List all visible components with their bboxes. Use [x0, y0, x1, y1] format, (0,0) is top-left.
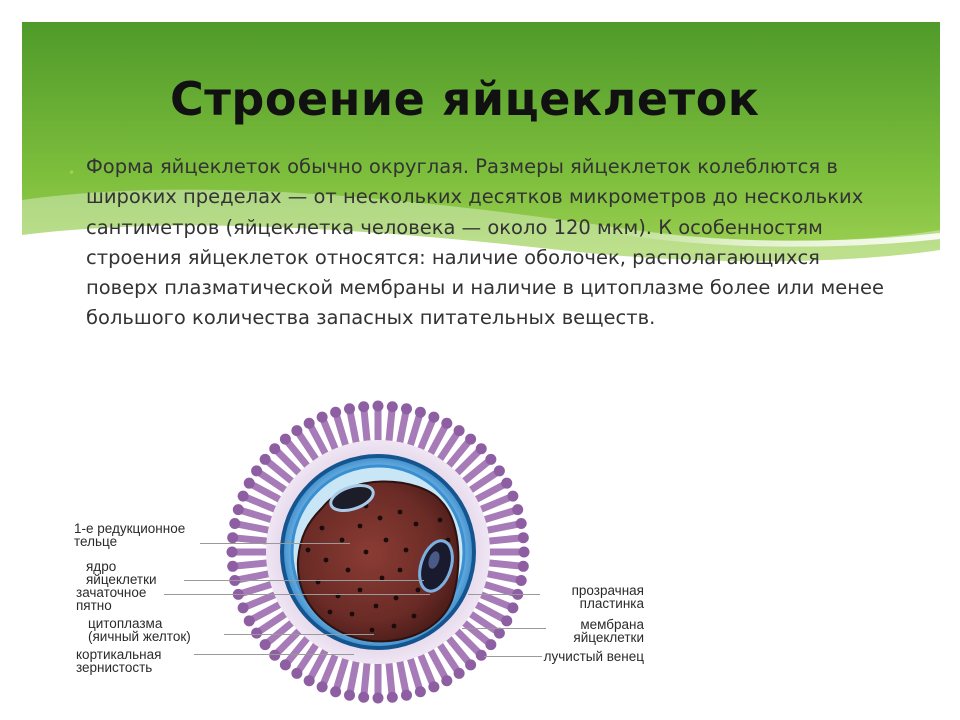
corona-cell-tip	[501, 478, 512, 489]
granule	[404, 548, 409, 553]
granule	[324, 558, 329, 563]
corona-cell-tip	[269, 443, 280, 454]
corona-cell-tip	[291, 425, 302, 436]
corona-cell-tip	[516, 518, 527, 529]
corona-cell-tip	[238, 491, 249, 502]
corona-cell-tip	[317, 412, 328, 423]
corona-cell-tip	[401, 690, 412, 701]
corona-cell-tip	[441, 418, 452, 429]
corona-cell-tip	[428, 412, 439, 423]
leader-line	[224, 634, 374, 635]
label-nucleus: ядро яйцеклетки	[86, 559, 157, 587]
leader-line	[184, 580, 424, 581]
corona-cell-tip	[358, 692, 369, 703]
slide-paragraph: Форма яйцеклеток обычно округлая. Размеры яйцеклеток колеблются в широких пределах — от нескольких десятков микрометров до нескольких сантиметров (яйцеклетка человека — около 120 мкм). К особенностям строения яйцеклеток относятся: наличие оболочек, располагающихся поверх плазматической мембраны и наличие в цитоплазме более или менее большого количества запасных питательных веществ.	[86, 155, 884, 330]
corona-cell-tip	[428, 681, 439, 692]
corona-cell-tip	[291, 668, 302, 679]
corona-cell-tip	[238, 602, 249, 613]
corona-cell-tip	[485, 454, 496, 465]
corona-cell-tip	[373, 401, 384, 412]
label-corona-radiata: лучистый венец	[543, 649, 644, 664]
granule	[370, 628, 375, 633]
granule	[358, 524, 363, 529]
granule	[412, 614, 417, 619]
corona-cell-tip	[244, 615, 255, 626]
corona-cell-tip	[401, 403, 412, 414]
corona-cell-tip	[494, 465, 505, 476]
corona-cell-tip	[227, 547, 238, 558]
granule	[364, 550, 369, 555]
corona-cell-tip	[304, 675, 315, 686]
corona-cell-tip	[415, 686, 426, 697]
corona-cell-tip	[516, 575, 527, 586]
corona-cell-tip	[330, 686, 341, 697]
corona-cell-tip	[441, 675, 452, 686]
corona-cell-tip	[485, 639, 496, 650]
corona-cell-tip	[512, 504, 523, 515]
granule	[378, 516, 383, 521]
corona-cell-tip	[227, 561, 238, 572]
corona-cell-tip	[280, 659, 291, 670]
label-cortical-granules: кортикальная зернистость	[76, 647, 162, 675]
granule	[340, 538, 345, 543]
granule	[398, 568, 403, 573]
corona-cell-tip	[260, 454, 271, 465]
corona-cell-tip	[501, 615, 512, 626]
granule	[438, 518, 443, 523]
label-zona-pellucida: прозрачная пластинка	[571, 583, 644, 611]
corona-cell-tip	[330, 407, 341, 418]
corona-cell-tip	[227, 532, 238, 543]
label-cytoplasm: цитоплазма (яичный желток)	[88, 616, 191, 644]
corona-cell-tip	[244, 478, 255, 489]
granule	[392, 624, 397, 629]
corona-cell-tip	[387, 401, 398, 412]
leader-line	[164, 594, 430, 595]
leader-line	[200, 543, 350, 544]
slide-title: Строение яйцеклеток	[170, 72, 760, 126]
leader-line	[468, 594, 540, 595]
granule	[346, 568, 351, 573]
corona-cell-tip	[465, 434, 476, 445]
corona-cell-tip	[518, 561, 529, 572]
corona-cell-tip	[317, 681, 328, 692]
granule	[350, 612, 355, 617]
corona-cell-tip	[373, 693, 384, 704]
granule	[306, 548, 311, 553]
corona-cell-tip	[344, 403, 355, 414]
corona-cell-tip	[233, 504, 244, 515]
bullet-marker-icon: •	[68, 166, 76, 180]
corona-cell-tip	[269, 650, 280, 661]
corona-cell-tip	[280, 434, 291, 445]
corona-cell-tip	[415, 407, 426, 418]
granule	[358, 588, 363, 593]
leader-line	[194, 654, 354, 655]
corona-cell-tip	[358, 401, 369, 412]
corona-cell-tip	[344, 690, 355, 701]
granule	[394, 596, 399, 601]
corona-cell-tip	[507, 602, 518, 613]
corona-cell-tip	[454, 425, 465, 436]
granule	[384, 538, 389, 543]
corona-cell-tip	[507, 491, 518, 502]
corona-cell-tip	[465, 659, 476, 670]
label-germinal-spot: зачаточное пятно	[76, 585, 147, 613]
corona-cell-tip	[387, 692, 398, 703]
corona-cell-tip	[476, 443, 487, 454]
label-polar-body: 1-е редукционное тельце	[74, 521, 186, 549]
corona-cell-tip	[251, 465, 262, 476]
granule	[398, 510, 403, 515]
granule	[374, 604, 379, 609]
corona-cell-tip	[518, 532, 529, 543]
corona-cell-tip	[454, 668, 465, 679]
corona-cell-tip	[519, 547, 530, 558]
corona-cell-tip	[494, 628, 505, 639]
granule	[416, 588, 421, 593]
granule	[320, 526, 325, 531]
label-egg-membrane: мембрана яйцеклетки	[573, 617, 644, 645]
corona-cell-tip	[304, 418, 315, 429]
granule	[414, 522, 419, 527]
egg-cell-diagram	[60, 400, 660, 710]
granule	[328, 610, 333, 615]
leader-line	[462, 628, 546, 629]
corona-cell-tip	[229, 518, 240, 529]
corona-cell-tip	[260, 639, 271, 650]
